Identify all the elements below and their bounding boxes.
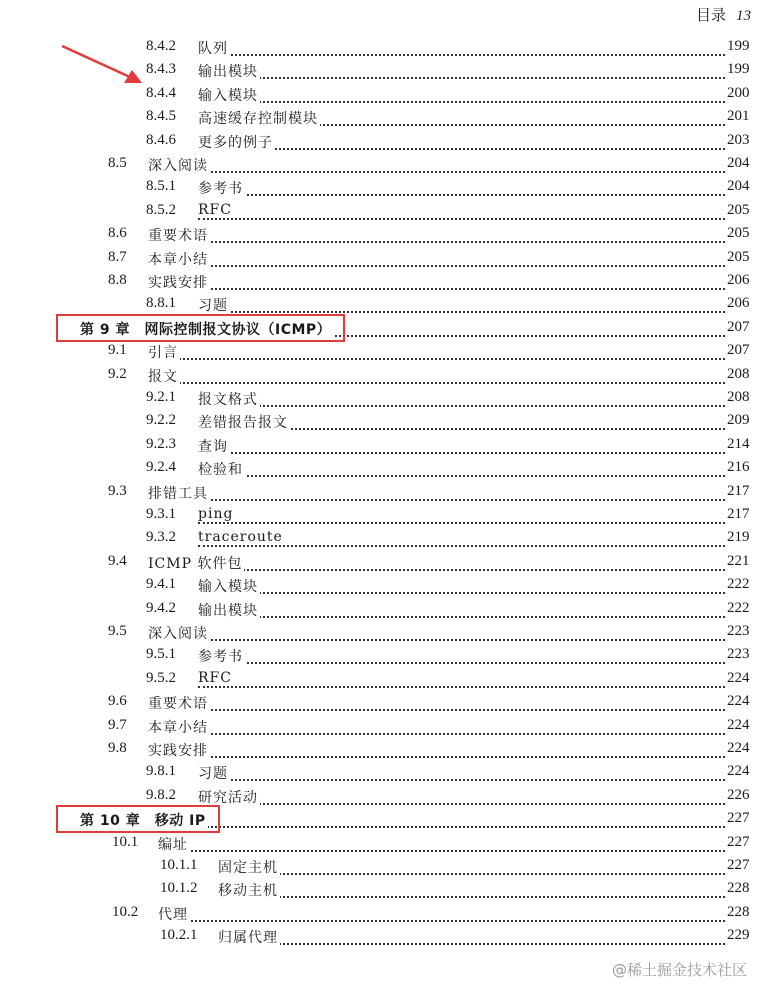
section-title: 查询 xyxy=(198,436,230,456)
section-title: traceroute xyxy=(198,529,283,546)
section-number: 9.8.1 xyxy=(146,763,176,780)
page-number: 228 xyxy=(727,880,750,897)
dot-leader xyxy=(198,293,725,313)
section-number: 9.3 xyxy=(108,482,127,499)
page-number: 204 xyxy=(727,155,750,171)
page-number: 203 xyxy=(727,131,750,148)
page-number: 199 xyxy=(727,61,750,78)
toc-chapter-row[interactable] xyxy=(0,317,769,339)
dot-leader xyxy=(148,691,725,711)
dot-leader xyxy=(218,925,725,945)
page-number: 205 xyxy=(727,201,750,218)
section-number: 8.8 xyxy=(108,272,127,288)
toc-row[interactable] xyxy=(0,644,769,666)
watermark: @稀土掘金技术社区 xyxy=(611,961,747,979)
dot-leader xyxy=(148,223,725,243)
section-title: 固定主机 xyxy=(218,857,280,877)
section-title: ping xyxy=(198,506,234,522)
section-title: 深入阅读 xyxy=(148,155,210,175)
toc-row[interactable] xyxy=(0,574,769,596)
header-title: 目录 xyxy=(695,6,726,24)
page-number: 227 xyxy=(727,833,750,850)
dot-leader xyxy=(198,785,725,805)
section-title: 研究活动 xyxy=(198,787,260,807)
section-number: 8.4.3 xyxy=(146,61,176,78)
page-number: 224 xyxy=(727,716,750,733)
section-number: 10.1 xyxy=(112,833,139,850)
section-title: 输入模块 xyxy=(198,85,260,105)
section-title: 重要术语 xyxy=(148,225,210,245)
section-title: 更多的例子 xyxy=(198,132,275,152)
section-number: 9.2.3 xyxy=(146,435,176,452)
section-number: 8.4.4 xyxy=(146,84,176,101)
page-number: 199 xyxy=(727,38,750,54)
section-title: 重要术语 xyxy=(148,693,210,713)
section-title: 参考书 xyxy=(198,178,245,198)
dot-leader xyxy=(148,621,725,641)
toc-row[interactable] xyxy=(0,785,769,807)
section-title: 高速缓存控制模块 xyxy=(198,108,320,128)
toc-row[interactable] xyxy=(0,293,769,315)
section-number: 8.6 xyxy=(108,225,127,242)
section-number: 8.4.6 xyxy=(146,131,176,148)
dot-leader xyxy=(198,83,725,103)
section-title: 本章小结 xyxy=(148,249,210,269)
toc-row[interactable] xyxy=(0,434,769,456)
annotation-arrow-icon xyxy=(58,42,148,92)
dot-leader xyxy=(148,481,725,501)
page-number: 224 xyxy=(727,693,750,710)
section-number: 8.4.5 xyxy=(146,108,176,125)
section-title: 参考书 xyxy=(198,646,245,666)
section-title: 编址 xyxy=(158,834,190,854)
section-number: 9.5.1 xyxy=(146,646,176,663)
toc-row[interactable] xyxy=(0,410,769,432)
section-title: 检验和 xyxy=(198,459,245,479)
page-number: 214 xyxy=(727,435,750,452)
page-number: 207 xyxy=(727,318,750,335)
section-title: 输入模块 xyxy=(198,576,260,596)
section-number: 8.5.1 xyxy=(146,178,176,195)
chapter-title: 第 10 章 移动 IP xyxy=(80,810,208,830)
section-number: 8.7 xyxy=(108,248,127,265)
section-number: 9.4.2 xyxy=(146,599,176,616)
section-title: 代理 xyxy=(158,904,190,924)
section-number: 9.3.1 xyxy=(146,506,176,522)
page-number: 224 xyxy=(727,763,750,780)
toc-row[interactable] xyxy=(0,387,769,409)
toc-row[interactable] xyxy=(0,223,769,245)
page-number: 217 xyxy=(727,506,750,522)
dot-leader xyxy=(158,832,725,852)
page-number: 206 xyxy=(727,272,750,288)
dot-leader xyxy=(158,902,725,922)
section-title: 差错报告报文 xyxy=(198,412,290,432)
header-page-number: 13 xyxy=(736,8,751,24)
dot-leader xyxy=(198,457,725,477)
section-title: 归属代理 xyxy=(218,927,280,947)
section-number: 8.5.2 xyxy=(146,201,176,218)
chapter-title: 第 9 章 网际控制报文协议（ICMP） xyxy=(80,319,333,339)
section-title: 实践安排 xyxy=(148,272,210,292)
section-title: 队列 xyxy=(198,38,230,58)
section-number: 9.6 xyxy=(108,693,127,710)
dot-leader xyxy=(198,761,725,781)
page-number: 223 xyxy=(727,646,750,663)
page-number: 201 xyxy=(727,108,750,125)
dot-leader xyxy=(148,247,725,267)
section-number: 9.2.4 xyxy=(146,459,176,476)
toc-row[interactable] xyxy=(0,668,769,690)
dot-leader xyxy=(198,644,725,664)
toc-row[interactable] xyxy=(0,621,769,643)
page-number: 222 xyxy=(727,576,750,593)
dot-leader xyxy=(218,855,725,875)
page-number: 208 xyxy=(727,365,750,382)
page-number: 228 xyxy=(727,903,750,920)
section-number: 9.8.2 xyxy=(146,786,176,803)
toc-chapter-row[interactable] xyxy=(0,808,769,830)
dot-leader xyxy=(148,715,725,735)
toc-row[interactable] xyxy=(0,481,769,503)
section-number: 9.2.1 xyxy=(146,389,176,405)
dot-leader xyxy=(198,59,725,79)
page-number: 229 xyxy=(727,927,750,944)
page-number: 227 xyxy=(727,810,750,827)
section-number: 9.4.1 xyxy=(146,576,176,593)
page-number: 222 xyxy=(727,599,750,616)
toc-row[interactable] xyxy=(0,200,769,222)
page-number: 224 xyxy=(727,669,750,686)
section-title: 引言 xyxy=(148,342,180,362)
section-title: ICMP 软件包 xyxy=(148,553,244,573)
section-number: 9.5.2 xyxy=(146,669,176,686)
section-number: 9.5 xyxy=(108,623,127,639)
section-title: 习题 xyxy=(198,295,230,315)
section-number: 10.1.2 xyxy=(160,880,198,897)
dot-leader xyxy=(148,270,725,290)
section-title: 排错工具 xyxy=(148,483,210,503)
section-number: 9.8 xyxy=(108,740,127,756)
page-number: 226 xyxy=(727,786,750,803)
section-number: 10.2 xyxy=(112,903,139,920)
toc-row[interactable] xyxy=(0,106,769,128)
section-title: 实践安排 xyxy=(148,740,210,760)
section-number: 9.3.2 xyxy=(146,529,176,546)
page-number: 206 xyxy=(727,295,750,312)
toc-row[interactable] xyxy=(0,738,769,760)
toc-row[interactable] xyxy=(0,551,769,573)
toc-row[interactable] xyxy=(0,855,769,877)
dot-leader xyxy=(198,434,725,454)
page-number: 217 xyxy=(727,482,750,499)
toc-row[interactable] xyxy=(0,691,769,713)
section-title: 报文 xyxy=(148,366,180,386)
section-number: 10.1.1 xyxy=(160,857,198,873)
toc-row[interactable] xyxy=(0,340,769,362)
section-title: 输出模块 xyxy=(198,600,260,620)
dot-leader xyxy=(198,36,725,56)
dot-leader xyxy=(148,364,725,384)
page-number: 207 xyxy=(727,342,750,359)
section-number: 10.2.1 xyxy=(160,927,198,944)
dot-leader xyxy=(198,574,725,594)
page-number: 209 xyxy=(727,412,750,429)
section-number: 9.2 xyxy=(108,365,127,382)
toc-row[interactable] xyxy=(0,878,769,900)
toc-row[interactable] xyxy=(0,176,769,198)
section-title: 输出模块 xyxy=(198,61,260,81)
page-number: 221 xyxy=(727,552,750,569)
dot-leader xyxy=(198,598,725,618)
dot-leader xyxy=(148,738,725,758)
toc-row[interactable] xyxy=(0,270,769,292)
page-number: 219 xyxy=(727,529,750,546)
toc-row[interactable] xyxy=(0,902,769,924)
toc-row[interactable] xyxy=(0,457,769,479)
dot-leader xyxy=(198,504,725,524)
section-number: 8.4.2 xyxy=(146,38,176,54)
page-number: 216 xyxy=(727,459,750,476)
section-title: 深入阅读 xyxy=(148,623,210,643)
section-title: 报文格式 xyxy=(198,389,260,409)
toc-row[interactable] xyxy=(0,715,769,737)
toc-row[interactable] xyxy=(0,832,769,854)
section-title: RFC xyxy=(198,669,232,686)
section-number: 8.5 xyxy=(108,155,127,171)
toc-row[interactable] xyxy=(0,527,769,549)
toc-row[interactable] xyxy=(0,364,769,386)
dot-leader xyxy=(218,878,725,898)
dot-leader xyxy=(198,130,725,150)
page-number: 205 xyxy=(727,225,750,242)
page-number: 205 xyxy=(727,248,750,265)
page-header xyxy=(696,4,751,25)
section-number: 9.2.2 xyxy=(146,412,176,429)
section-title: 习题 xyxy=(198,763,230,783)
dot-leader xyxy=(198,387,725,407)
toc-row[interactable] xyxy=(0,504,769,526)
section-number: 9.4 xyxy=(108,552,127,569)
section-number: 9.1 xyxy=(108,342,127,359)
toc-row[interactable] xyxy=(0,247,769,269)
section-title: 移动主机 xyxy=(218,880,280,900)
page-number: 227 xyxy=(727,857,750,873)
page-number: 223 xyxy=(727,623,750,639)
page-number: 208 xyxy=(727,389,750,405)
page-number: 204 xyxy=(727,178,750,195)
dot-leader xyxy=(198,668,725,688)
section-title: RFC xyxy=(198,201,232,218)
section-title: 本章小结 xyxy=(148,717,210,737)
toc-row[interactable] xyxy=(0,925,769,947)
dot-leader xyxy=(198,176,725,196)
toc-row[interactable] xyxy=(0,153,769,175)
toc-row[interactable] xyxy=(0,761,769,783)
dot-leader xyxy=(148,153,725,173)
toc-row[interactable] xyxy=(0,598,769,620)
dot-leader xyxy=(148,340,725,360)
section-number: 8.8.1 xyxy=(146,295,176,312)
toc-row[interactable] xyxy=(0,130,769,152)
page-number: 224 xyxy=(727,740,750,756)
section-number: 9.7 xyxy=(108,716,127,733)
dot-leader xyxy=(198,200,725,220)
page-number: 200 xyxy=(727,84,750,101)
